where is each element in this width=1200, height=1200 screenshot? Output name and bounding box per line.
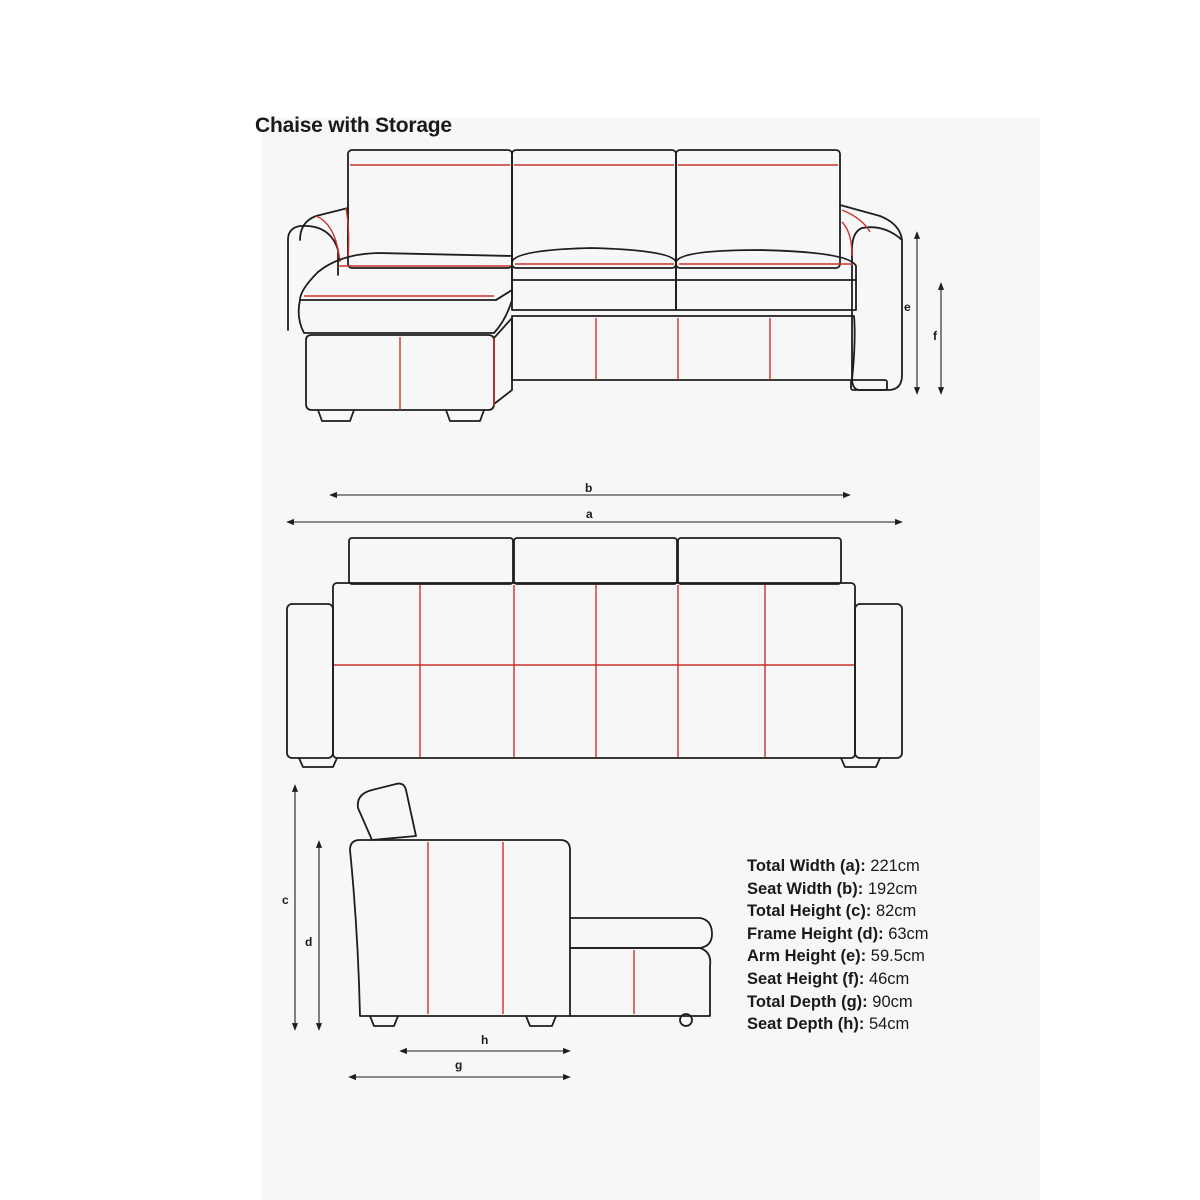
- front-back-cushion-right: [678, 538, 841, 584]
- spec-total-depth: Total Depth (g): 90cm: [747, 992, 913, 1011]
- front-foot-right: [841, 758, 880, 767]
- side-foot-rear: [370, 1016, 398, 1026]
- side-view: [282, 784, 712, 1077]
- side-foot-front: [526, 1016, 556, 1026]
- front-back-cushion-middle: [514, 538, 677, 584]
- front-view: [287, 481, 902, 767]
- dimension-e-label: e: [904, 300, 911, 314]
- spec-seat-depth: Seat Depth (h): 54cm: [747, 1015, 910, 1034]
- dimension-a-label: a: [586, 507, 593, 521]
- front-left-arm: [287, 604, 333, 758]
- sofa-base: [512, 316, 855, 380]
- spec-frame-height: Frame Height (d): 63cm: [747, 924, 929, 943]
- dimension-h-label: h: [481, 1033, 489, 1047]
- spec-seat-height: Seat Height (f): 46cm: [747, 969, 910, 988]
- seat-cushion-middle: [512, 248, 676, 310]
- back-cushion-left: [348, 150, 512, 268]
- front-back-cushion-left: [349, 538, 513, 584]
- chaise-foot-left: [318, 410, 354, 421]
- chaise-cushion-top: [300, 253, 512, 300]
- dimension-g-label: g: [455, 1058, 463, 1072]
- page-title: Chaise with Storage: [255, 114, 452, 137]
- dimension-c-label: c: [282, 893, 289, 907]
- dimension-b-label: b: [585, 481, 593, 495]
- front-right-arm: [855, 604, 902, 758]
- spec-arm-height: Arm Height (e): 59.5cm: [747, 947, 925, 966]
- side-body: [350, 840, 570, 1016]
- spec-total-height: Total Height (c): 82cm: [747, 902, 917, 921]
- spec-total-width: Total Width (a): 221cm: [747, 857, 920, 875]
- spec-seat-width: Seat Width (b): 192cm: [747, 879, 918, 898]
- front-foot-left: [299, 758, 337, 767]
- front-body: [333, 583, 855, 758]
- dimension-specs-list: [747, 855, 929, 1036]
- side-chaise-cushion: [570, 918, 712, 948]
- dimension-d-label: d: [305, 935, 313, 949]
- dimension-f-label: f: [933, 329, 937, 343]
- back-cushion-middle: [512, 150, 676, 268]
- side-back-cushion: [358, 784, 416, 840]
- chaise-foot-right: [446, 410, 484, 421]
- side-chaise-base: [570, 948, 710, 1016]
- perspective-view: [288, 150, 941, 421]
